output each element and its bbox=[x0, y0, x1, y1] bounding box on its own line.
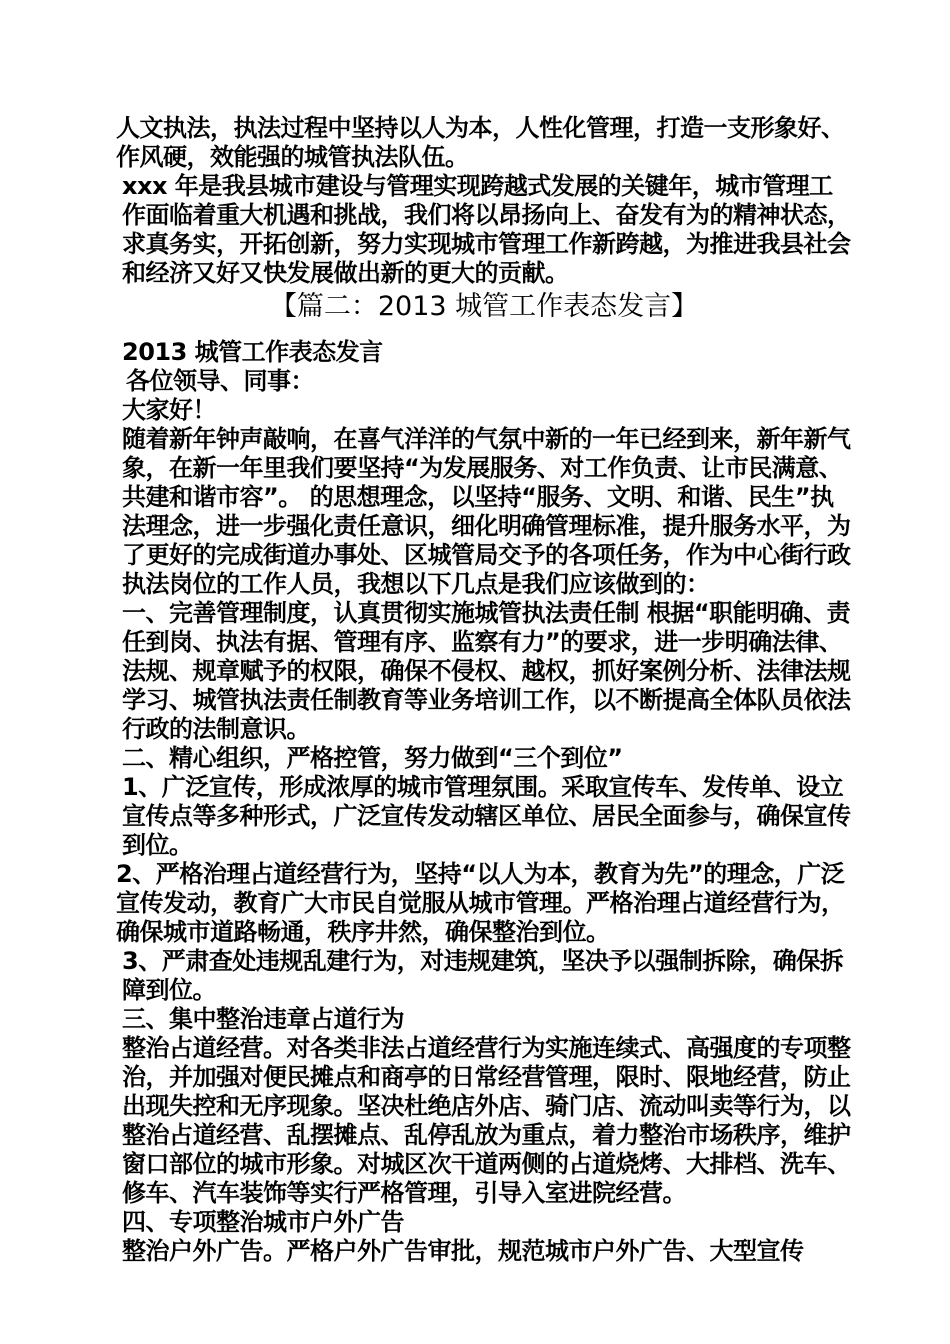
greeting: 大家好！ bbox=[122, 396, 216, 424]
item-one: 1、广泛宣传，形成浓厚的城市管理氛围。采取宣传车、发传单、设立宣传点等多种形式，广泛宣传发动辖区单位、居民全面参与，确保宣传到位。 bbox=[122, 773, 851, 859]
section-two-heading: 二、精心组织，严格控管，努力做到“三个到位” bbox=[122, 744, 623, 772]
intro-paragraph-1: 人文执法，执法过程中坚持以人为本，人性化管理，打造一支形象好、作风硬，效能强的城管执法队伍。 bbox=[116, 114, 845, 171]
item-three: 3、严肃查处违规乱建行为，对违规建筑，坚决予以强制拆除，确保拆障到位。 bbox=[122, 947, 844, 1004]
section-heading: 【篇二：2013 城管工作表态发言】 bbox=[269, 291, 699, 322]
item-two: 2、严格治理占道经营行为，坚持“以人为本，教育为先”的理念，广泛宣传发动，教育广大市民自觉服从城市管理。严格治理占道经营行为，确保城市道路畅通，秩序井然，确保整治到位。 bbox=[116, 860, 845, 946]
speech-title: 2013 城管工作表态发言 bbox=[122, 338, 383, 366]
salutation: 各位领导、同事： bbox=[126, 367, 314, 395]
section-four-heading: 四、专项整治城市户外广告 bbox=[122, 1208, 404, 1236]
section-one: 一、完善管理制度，认真贯彻实施城管执法责任制 根据“职能明确、责任到岗、执法有据、管理有序、监察有力”的要求，进一步明确法律、法规、规章赋予的权限，确保不侵权、越权，抓好案例分析、法律法规学习、城管执法责任制教育等业务培训工作，以不断提高全体队员依法行政的法制意识。 bbox=[122, 599, 851, 743]
intro-paragraph-2: xxx 年是我县城市建设与管理实现跨越式发展的关键年，城市管理工作面临着重大机遇和挑战，我们将以昂扬向上、奋发有为的精神状态，求真务实，开拓创新，努力实现城市管理工作新跨越，为推进我县社会和经济又好又快发展做出新的更大的贡献。 bbox=[122, 172, 851, 287]
body-paragraph-opening: 随着新年钟声敲响，在喜气洋洋的气氛中新的一年已经到来，新年新气象，在新一年里我们要坚持“为发展服务、对工作负责、让市民满意、共建和谐市容”。 的思想理念，以坚持“服务、文明、和谐、民生”执法理念，进一步强化责任意识，细化明确管理标准，提升服务水平，为了更好的完成街道办事处、区城管局交予的各项任务，作为中心街行政执法岗位的工作人员，我想以下几点是我们应该做到的： bbox=[122, 425, 851, 598]
section-three-body: 整治占道经营。对各类非法占道经营行为实施连续式、高强度的专项整治，并加强对便民摊点和商亭的日常经营管理，限时、限地经营，防止出现失控和无序现象。坚决杜绝店外店、骑门店、流动叫卖等行为，以整治占道经营、乱摆摊点、乱停乱放为重点，着力整治市场秩序，维护窗口部位的城市形象。对城区次干道两侧的占道烧烤、大排档、洗车、修车、汽车装饰等实行严格管理，引导入室进院经营。 bbox=[122, 1034, 851, 1207]
section-three-heading: 三、集中整治违章占道行为 bbox=[122, 1005, 404, 1033]
document-page bbox=[116, 114, 852, 1266]
section-four-body: 整治户外广告。严格户外广告审批，规范城市户外广告、大型宣传 bbox=[122, 1237, 804, 1265]
